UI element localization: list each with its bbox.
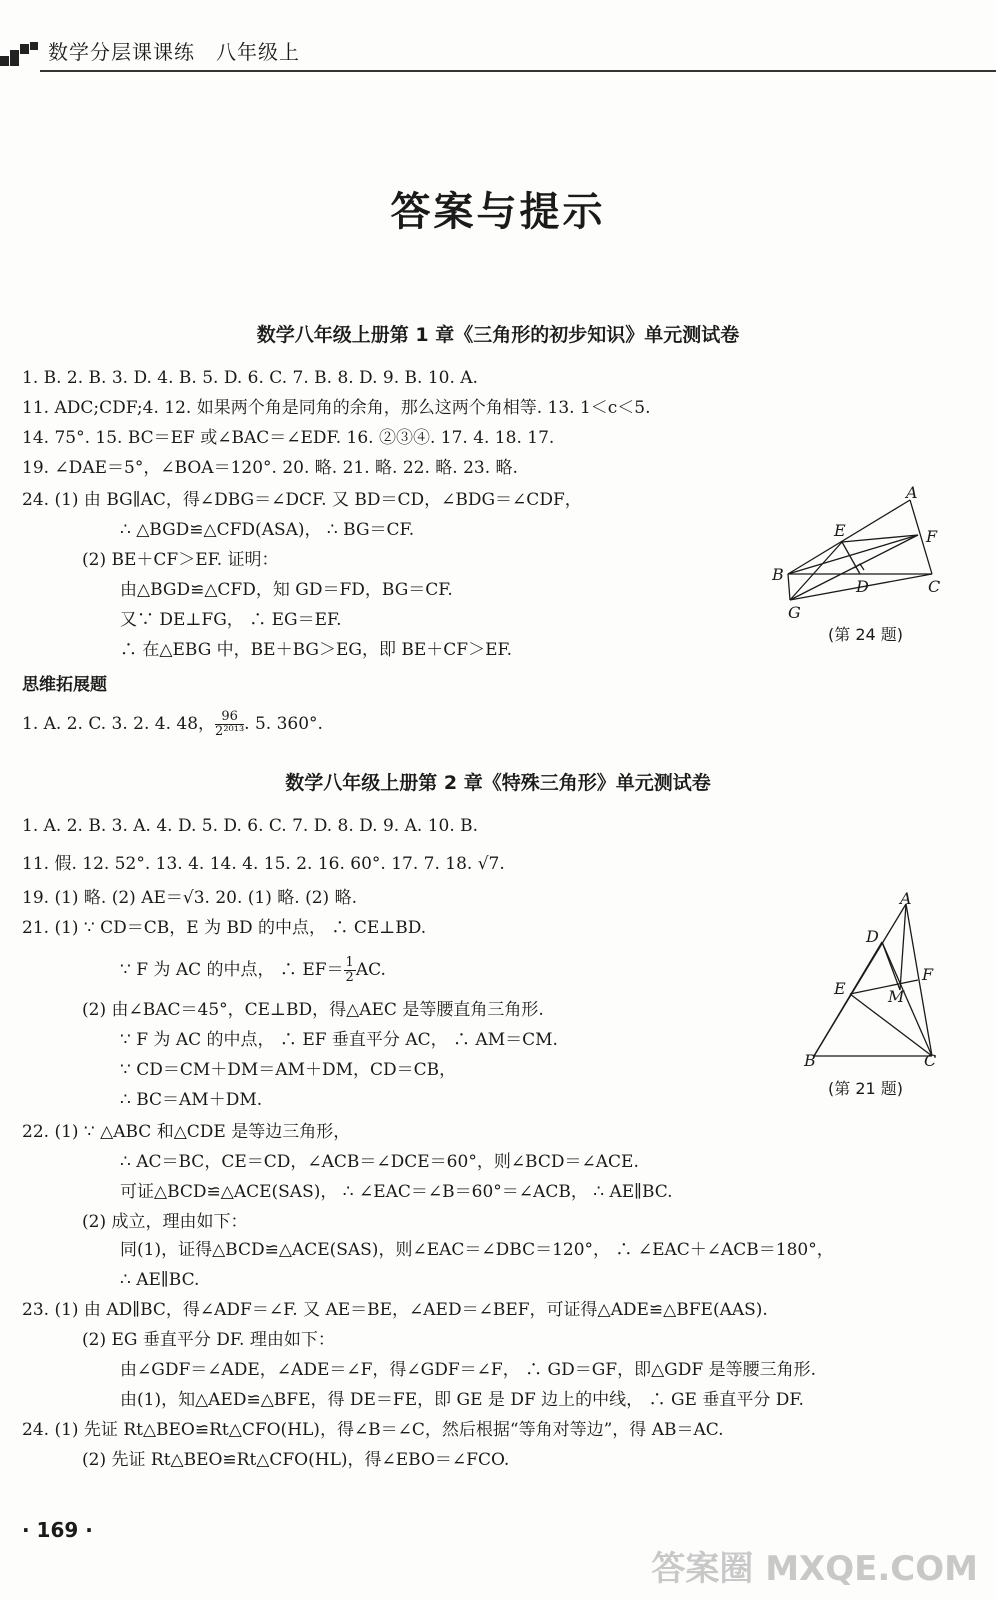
label-E: E (834, 979, 846, 998)
fraction (344, 956, 356, 985)
section-heading-extension: 思维拓展题 (22, 675, 107, 695)
header-title: 数学分层课课练 八年级上 (48, 40, 300, 64)
answer-line: 由△BGD≌△CFD，知 GD＝FD，BG＝CF. (120, 580, 453, 600)
label-F: F (926, 527, 938, 546)
answer-line: 14. 75°. 15. BC＝EF 或∠BAC＝∠EDF. 16. ②③④. 17. 4. 18. 17. (22, 428, 555, 448)
figure-21-caption: (第 21 题) (828, 1079, 904, 1098)
answer-text: AC. (355, 960, 386, 980)
label-D: D (856, 577, 869, 596)
answer-line: ∵ F 为 AC 的中点， ∴ EF 垂直平分 AC， ∴ AM＝CM. (120, 1030, 558, 1050)
book-logo-icon (0, 42, 40, 72)
answer-line: 22. (1) ∵ △ABC 和△CDE 是等边三角形， (22, 1122, 351, 1142)
answer-line: 11. ADC;CDF;4. 12. 如果两个角是同角的余角，那么这两个角相等. 13. 1＜c＜5. (22, 398, 651, 418)
watermark: 答案圈 MXQE.COM (651, 1549, 978, 1589)
answer-line: 24. (1) 先证 Rt△BEO≌Rt△CFO(HL)，得∠B＝∠C，然后根据“等角对等边”，得 AB＝AC. (22, 1420, 724, 1440)
answer-line: 21. (1) ∵ CD＝CB，E 为 BD 的中点， ∴ CE⊥BD. (22, 918, 427, 938)
answer-text: ∵ F 为 AC 的中点， ∴ EF＝ (120, 960, 344, 980)
answer-line: 由∠GDF＝∠ADE，∠ADE＝∠F，得∠GDF＝∠F， ∴ GD＝GF，即△GDF 是等腰三角形. (120, 1360, 816, 1380)
fraction-numerator: 1 (345, 955, 354, 970)
answer-line: ∴ BC＝AM＋DM. (120, 1090, 263, 1110)
label-E: E (834, 521, 846, 540)
answer-line: 由(1)，知△AED≌△BFE，得 DE＝FE，即 GE 是 DF 边上的中线， ∴ GE 垂直平分 DF. (120, 1390, 804, 1410)
answer-line: (2) 成立，理由如下： (82, 1212, 248, 1232)
answer-line: ∴ △BGD≌△CFD(ASA)， ∴ BG＝CF. (120, 520, 415, 540)
fraction (215, 710, 244, 739)
answer-text: 1. A. 2. C. 3. 2. 4. 48， (22, 714, 216, 734)
fraction-numerator: 96 (215, 710, 244, 725)
label-D: D (866, 927, 879, 946)
label-B: B (772, 565, 784, 584)
answer-line: 19. ∠DAE＝5°，∠BOA＝120°. 20. 略. 21. 略. 22. 略. 23. 略. (22, 458, 518, 478)
header-rule (40, 70, 996, 72)
label-A: A (900, 889, 912, 908)
answer-line: 同(1)，证得△BCD≌△ACE(SAS)，则∠EAC＝∠DBC＝120°， ∴ ∠EAC＋∠ACB＝180°， (120, 1240, 834, 1260)
answer-line: 1. B. 2. B. 3. D. 4. B. 5. D. 6. C. 7. B. 8. D. 9. B. 10. A. (22, 368, 478, 388)
answer-line: 可证△BCD≌△ACE(SAS)， ∴ ∠EAC＝∠B＝60°＝∠ACB， ∴ AE∥BC. (120, 1182, 673, 1202)
fraction-denominator: 2 (345, 970, 354, 985)
answer-line: ∴ 在△EBG 中，BE＋BG＞EG，即 BE＋CF＞EF. (120, 640, 513, 660)
page-number: · 169 · (22, 1518, 93, 1542)
answer-line: 11. 假. 12. 52°. 13. 4. 14. 4. 15. 2. 16. 60°. 17. 7. 18. √7. (22, 854, 505, 874)
label-C: C (928, 577, 941, 596)
answer-line (120, 956, 386, 985)
answer-line (22, 710, 323, 739)
label-G: G (788, 603, 801, 622)
answer-line: (2) EG 垂直平分 DF. 理由如下： (82, 1330, 335, 1350)
answer-line: 23. (1) 由 AD∥BC，得∠ADF＝∠F. 又 AE＝BE，∠AED＝∠BEF，可证得△ADE≌△BFE(AAS). (22, 1300, 768, 1320)
page-title: 答案与提示 (390, 189, 606, 235)
label-F: F (922, 965, 934, 984)
answer-line: 1. A. 2. B. 3. A. 4. D. 5. D. 6. C. 7. D. 8. D. 9. A. 10. B. (22, 816, 479, 836)
answer-line: 24. (1) 由 BG∥AC，得∠DBG＝∠DCF. 又 BD＝CD，∠BDG＝∠CDF， (22, 490, 582, 510)
label-C: C (924, 1051, 937, 1070)
label-B: B (804, 1051, 816, 1070)
label-M: M (888, 987, 905, 1006)
label-A: A (906, 483, 918, 502)
answer-line: (2) BE＋CF＞EF. 证明： (82, 550, 279, 570)
figure-24 (770, 483, 960, 622)
answer-line: (2) 由∠BAC＝45°，CE⊥BD，得△AEC 是等腰直角三角形. (82, 1000, 544, 1020)
figure-21 (800, 890, 950, 1070)
section-heading-ch2: 数学八年级上册第 2 章《特殊三角形》单元测试卷 (285, 772, 711, 794)
answer-line: ∵ CD＝CM＋DM＝AM＋DM，CD＝CB， (120, 1060, 457, 1080)
section-heading-ch1: 数学八年级上册第 1 章《三角形的初步知识》单元测试卷 (256, 324, 740, 346)
answer-line: 19. (1) 略. (2) AE＝√3. 20. (1) 略. (2) 略. (22, 888, 357, 908)
answer-line: ∴ AE∥BC. (120, 1270, 200, 1290)
answer-line: (2) 先证 Rt△BEO≌Rt△CFO(HL)，得∠EBO＝∠FCO. (82, 1450, 510, 1470)
page-header (0, 28, 996, 74)
answer-line: ∴ AC＝BC，CE＝CD，∠ACB＝∠DCE＝60°，则∠BCD＝∠ACE. (120, 1152, 639, 1172)
answer-text: . 5. 360°. (244, 714, 323, 734)
figure-24-caption: (第 24 题) (828, 625, 904, 644)
answer-line: 又∵ DE⊥FG， ∴ EG＝EF. (120, 610, 342, 630)
fraction-denominator: 2²⁰¹³ (215, 724, 245, 739)
